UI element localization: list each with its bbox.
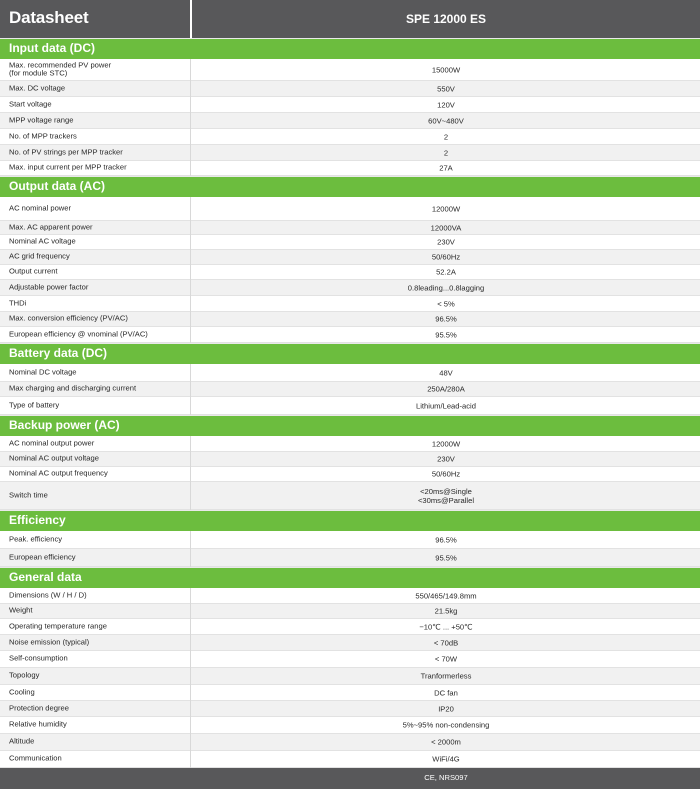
spec-label: European efficiency [9, 552, 76, 562]
spec-row [0, 588, 700, 604]
section-general-data [0, 567, 700, 588]
spec-value: 95.5% [435, 552, 457, 562]
spec-label: Topology [9, 670, 40, 680]
section-title: Input data (DC) [9, 41, 95, 55]
spec-label: THDi [9, 298, 27, 308]
spec-value: <20ms@Single <30ms@Parallel [417, 486, 475, 505]
spec-value: 48V [439, 367, 453, 377]
spec-label: Max. DC voltage [9, 83, 66, 93]
spec-value: 15000W [431, 64, 461, 74]
spec-row [0, 113, 700, 129]
spec-value: 21.5kg [434, 606, 458, 616]
spec-value: 550V [437, 83, 455, 93]
spec-value: WiFi/4G [432, 754, 460, 764]
spec-value: < 2000m [431, 737, 461, 747]
spec-label: Nominal AC voltage [9, 236, 76, 246]
spec-row [0, 235, 700, 250]
spec-row [0, 161, 700, 176]
spec-value: 120V [437, 99, 455, 109]
spec-label: Start voltage [9, 99, 52, 109]
spec-label: Nominal DC voltage [9, 367, 77, 377]
section-title: Backup power (AC) [9, 418, 120, 432]
spec-row [0, 397, 700, 415]
spec-row [0, 701, 700, 717]
spec-row [0, 364, 700, 382]
spec-row [0, 436, 700, 452]
spec-value: 0.8leading...0.8lagging [407, 282, 485, 292]
spec-value: 250A/280A [427, 384, 465, 394]
spec-row [0, 531, 700, 549]
spec-value: −10℃ ... +50℃ [419, 621, 473, 631]
spec-label: Cooling [9, 687, 35, 697]
datasheet-header [0, 0, 700, 38]
spec-value: < 70dB [433, 637, 459, 647]
spec-label: Max. recommended PV power (for module STC) [9, 59, 112, 78]
spec-label: Switch time [9, 490, 48, 500]
spec-label: Nominal AC output frequency [9, 468, 108, 478]
spec-label: Self-consumption [9, 653, 68, 663]
spec-row [0, 619, 700, 635]
spec-row [0, 604, 700, 619]
spec-label: Peak. efficiency [9, 534, 63, 544]
spec-value: 550/465/149.8mm [415, 590, 477, 600]
spec-value: IP20 [438, 703, 454, 713]
spec-row [0, 327, 700, 343]
spec-label: Max. input current per MPP tracker [9, 162, 127, 172]
spec-row [0, 668, 700, 685]
spec-value: Tranformerless [420, 671, 472, 681]
spec-row [0, 59, 700, 81]
spec-label: AC nominal output power [9, 438, 95, 448]
spec-value: 50/60Hz [431, 252, 461, 262]
section-backup-power [0, 415, 700, 436]
spec-label: Altitude [9, 736, 35, 746]
spec-value: 2 [443, 147, 449, 157]
spec-row [0, 265, 700, 280]
spec-label: Protection degree [9, 703, 69, 713]
section-battery-data [0, 343, 700, 364]
spec-label: European efficiency @ vnominal (PV/AC) [9, 329, 148, 339]
spec-value: < 5% [437, 298, 455, 308]
section-efficiency [0, 510, 700, 531]
section-title: Output data (AC) [9, 179, 105, 193]
spec-value: 230V [437, 237, 455, 247]
spec-row [0, 145, 700, 161]
spec-row [0, 685, 700, 701]
spec-label: Operating temperature range [9, 621, 107, 631]
section-title: Efficiency [9, 513, 66, 527]
spec-label: MPP voltage range [9, 115, 74, 125]
column-divider [190, 588, 191, 768]
spec-label: Weight [9, 605, 33, 615]
datasheet-title: Datasheet [9, 8, 89, 27]
spec-row [0, 197, 700, 221]
column-divider [190, 59, 191, 176]
spec-row [0, 717, 700, 734]
spec-label: Nominal AC output voltage [9, 453, 99, 463]
spec-label: Dimensions (W / H / D) [9, 590, 87, 600]
certifications-text: CE, NRS097 [424, 773, 468, 782]
spec-row [0, 97, 700, 113]
spec-row [0, 482, 700, 510]
spec-value: 12000W [431, 203, 461, 213]
spec-value: 96.5% [435, 534, 457, 544]
spec-value: 12000VA [430, 222, 462, 232]
column-divider [190, 364, 191, 415]
spec-label: Adjustable power factor [9, 282, 89, 292]
spec-row [0, 734, 700, 751]
spec-value: 60V~480V [428, 115, 464, 125]
spec-label: Relative humidity [9, 719, 67, 729]
spec-row [0, 280, 700, 296]
spec-label: Output current [9, 266, 58, 276]
model-name: SPE 12000 ES [405, 12, 487, 26]
spec-row [0, 651, 700, 668]
spec-label: No. of MPP trackers [9, 131, 77, 141]
spec-value: 52.2A [436, 267, 456, 277]
section-title: Battery data (DC) [9, 346, 108, 360]
spec-value: 50/60Hz [431, 469, 461, 479]
spec-row [0, 751, 700, 768]
spec-row [0, 250, 700, 265]
spec-row [0, 382, 700, 397]
spec-value: 12000W [431, 438, 461, 448]
spec-value: 5%~95% non-condensing [402, 720, 490, 730]
spec-row [0, 452, 700, 467]
spec-label: AC grid frequency [9, 251, 70, 261]
spec-row [0, 549, 700, 567]
spec-row [0, 635, 700, 651]
column-divider [190, 531, 191, 567]
column-divider [190, 197, 191, 343]
section-input-data [0, 38, 700, 59]
spec-value: 230V [437, 454, 455, 464]
spec-value: 2 [443, 131, 449, 141]
spec-label: Communication [9, 753, 62, 763]
column-divider [190, 436, 191, 510]
spec-value: 95.5% [435, 329, 457, 339]
spec-label: Max. conversion efficiency (PV/AC) [9, 313, 128, 323]
spec-value: 96.5% [435, 314, 457, 324]
spec-value: DC fan [434, 687, 458, 697]
spec-label: AC nominal power [9, 203, 72, 213]
spec-row [0, 467, 700, 482]
section-title: General data [9, 570, 82, 584]
spec-label: Max charging and discharging current [9, 383, 137, 393]
spec-row [0, 81, 700, 97]
spec-label: Type of battery [9, 400, 60, 410]
spec-value: < 70W [434, 654, 458, 664]
spec-row [0, 296, 700, 312]
section-output-data [0, 176, 700, 197]
spec-value: Lithium/Lead-acid [416, 400, 476, 410]
datasheet-footer [0, 768, 700, 789]
spec-label: Max. AC apparent power [9, 222, 93, 232]
spec-row [0, 129, 700, 145]
spec-label: Noise emission (typical) [9, 637, 90, 647]
spec-label: No. of PV strings per MPP tracker [9, 147, 123, 157]
spec-value: 27A [439, 163, 453, 173]
spec-row [0, 312, 700, 327]
spec-row [0, 221, 700, 235]
